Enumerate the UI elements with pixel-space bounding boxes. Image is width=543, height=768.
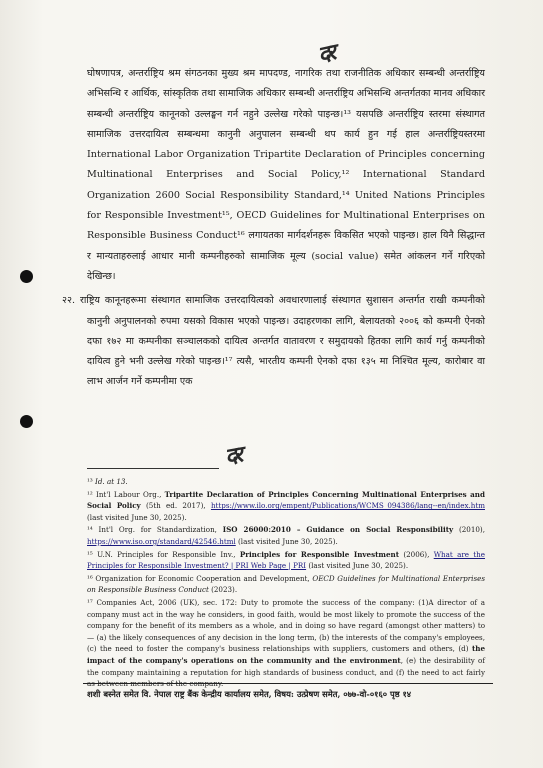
paragraph: घोषणापत्र, अन्तर्राष्ट्रिय श्रम संगठनका मुख्य श्रम मापदण्ड, नागरिक तथा राजनीतिक अधिकार सम्बन्धी अन्तर्राष्ट्रिय अभिसन्धि र आर्थिक, सांस्कृतिक तथा सामाजिक अधिकार सम्बन्धी अन्तर्राष्ट्रिय अभिसन्धि अन्तर्गतका मानव अधिकार सम्बन्धी अन्तर्राष्ट्रिय कानूनको उल्लङ्घन गर्न नहुने उल्लेख गरेको पाइन्छ।¹³ यसपछि अन्तर्राष्ट्रिय स्तरमा संस्थागत सामाजिक उत्तरदायित्व सम्बन्धमा कानुनी अनुपालन सम्बन्धी थप कार्य हुन गई हाल अन्तर्राष्ट्रियस्तरमा International Labor Organization Tripartite Declaration of Principles concerning Multinational Enterprises and Social Policy,¹² International Standard Organization 2600 Social Responsibility Standard,¹⁴ United Nations Principles for Responsible Investment¹⁵, OECD Guidelines for Multinational Enterprises on Responsible Business Conduct¹⁶ लगायतका मार्गदर्शनहरू विकसित भएको पाइन्छ। हाल यिनै सिद्धान्त र मान्यताहरुलाई आधार मानी कम्पनीहरुको सामाजिक मूल्य (social value) समेत आंकलन गर्ने गरिएको देखिन्छ। [87,68,485,282]
footnote-text: (2010), [453,525,485,535]
footnote-title: Tripartite Declaration of Principles Concerning Multinational Enterprises and Social Policy [87,489,485,511]
punch-hole [20,270,33,283]
footnote-link[interactable]: https://www.ilo.org/empent/Publications/WCMS_094386/lang--en/index.htm [210,501,485,511]
footnote-mark: ¹⁷ [87,597,93,607]
footnote [87,573,485,596]
paragraph-text: राष्ट्रिय कानूनहरूमा संस्थागत सामाजिक उत्तरदायित्वको अवधारणालाई संस्थागत सुशासन अन्तर्गत राखी कम्पनीको कानुनी अनुपालनको रुपमा यसको विकास भएको पाइन्छ। उदाहरणका लागि, बेलायतको २००६ को कम्पनी ऐनको दफा १७२ मा कम्पनीका सञ्चालकको दायित्व अन्तर्गत वातावरण र समुदायको हितका लागि कार्य गर्नु कम्पनीको दायित्व हुने भनी उल्लेख गरेको पाइन्छ।¹⁷ त्यसै, भारतीय कम्पनी ऐनको दफा १३५ मा निश्चित मूल्य, कारोबार वा लाभ आर्जन गर्ने कम्पनीमा एक [79,295,485,388]
signature-mark: दर [223,441,243,471]
footnote-separator [87,468,219,469]
footnote [87,524,485,547]
footnote-title: OECD Guidelines for Multinational Enterprises on Responsible Business Conduct [87,573,485,595]
footnote-text: Organization for Economic Cooperation and Development, [95,573,313,583]
paragraph-number: २२. [62,295,76,307]
signature-mark: दर [315,39,336,69]
footnote-text: U.N. Principles for Responsible Inv., [97,549,240,559]
footnote-mark: ¹⁵ [87,549,93,559]
footnote-title: Principles for Responsible Investment [239,549,399,559]
page-footer: शशी बस्नेत समेत वि. नेपाल राष्ट्र बैंक केन्द्रीय कार्यालय समेत, विषय: उत्प्रेषण समेत, ०७७-वो-०१६० पृष्ठ १४ [87,689,412,699]
footnote-text: (2006), [399,549,434,559]
footnote [87,549,485,572]
footnote-text: Int'l Labour Org., [96,489,165,499]
footnote-emphasis: the impact of the company's operations on the community and the environment [87,644,485,665]
footnote-mark: ¹⁴ [87,525,93,535]
footer-separator [83,683,493,684]
footnote-text: (last visited June 30, 2025). [306,561,409,571]
footnote-text: (last visited June 30, 2025). [235,536,338,546]
footnote [87,476,485,488]
footnote-text: Int'l Org. for Standardization, [98,525,223,535]
footnote-text: (5th ed. 2017), [140,501,211,511]
footnote-link[interactable]: https://www.iso.org/standard/42546.html [87,536,236,546]
footnote-mark: ¹² [87,489,93,499]
footnote-text: , (e) the desirability of the company maintaining a reputation for high standards of business conduct, and (f) the need to act fairly as between members of the company. [87,655,485,689]
numbered-paragraph [62,291,485,392]
footnotes [87,476,485,691]
footnote-text: (2023). [208,585,238,595]
footnote-text: (last visited June 30, 2025). [87,512,187,522]
body-text [62,64,485,393]
footnote-link[interactable]: What are the Principles for Responsible Investment? | PRI Web Page | PRI [87,549,486,571]
footnote-text: Id. at 13. [95,477,128,486]
footnote-text: Companies Act, 2006 (UK), sec. 172: Duty to promote the success of the company: (1)A director of a company must act in the way he considers, in good faith, would be most likely to promote the success of the company for the benefit of its members as a whole, and in doing so have regard (amongst other matters) to — (a) the likely consequences of any decision in the long term, (b) the interests of the company's employees, (c) the need to foster the company's business relationships with suppliers, customers and others, (d) [87,597,485,654]
footnote [87,597,485,690]
punch-hole [20,415,33,428]
footnote-title: ISO 26000:2010 – Guidance on Social Responsibility [222,525,454,535]
footnote [87,489,485,524]
footnote-mark: ¹⁶ [87,573,93,583]
footnote-mark: ¹³ [87,477,93,486]
